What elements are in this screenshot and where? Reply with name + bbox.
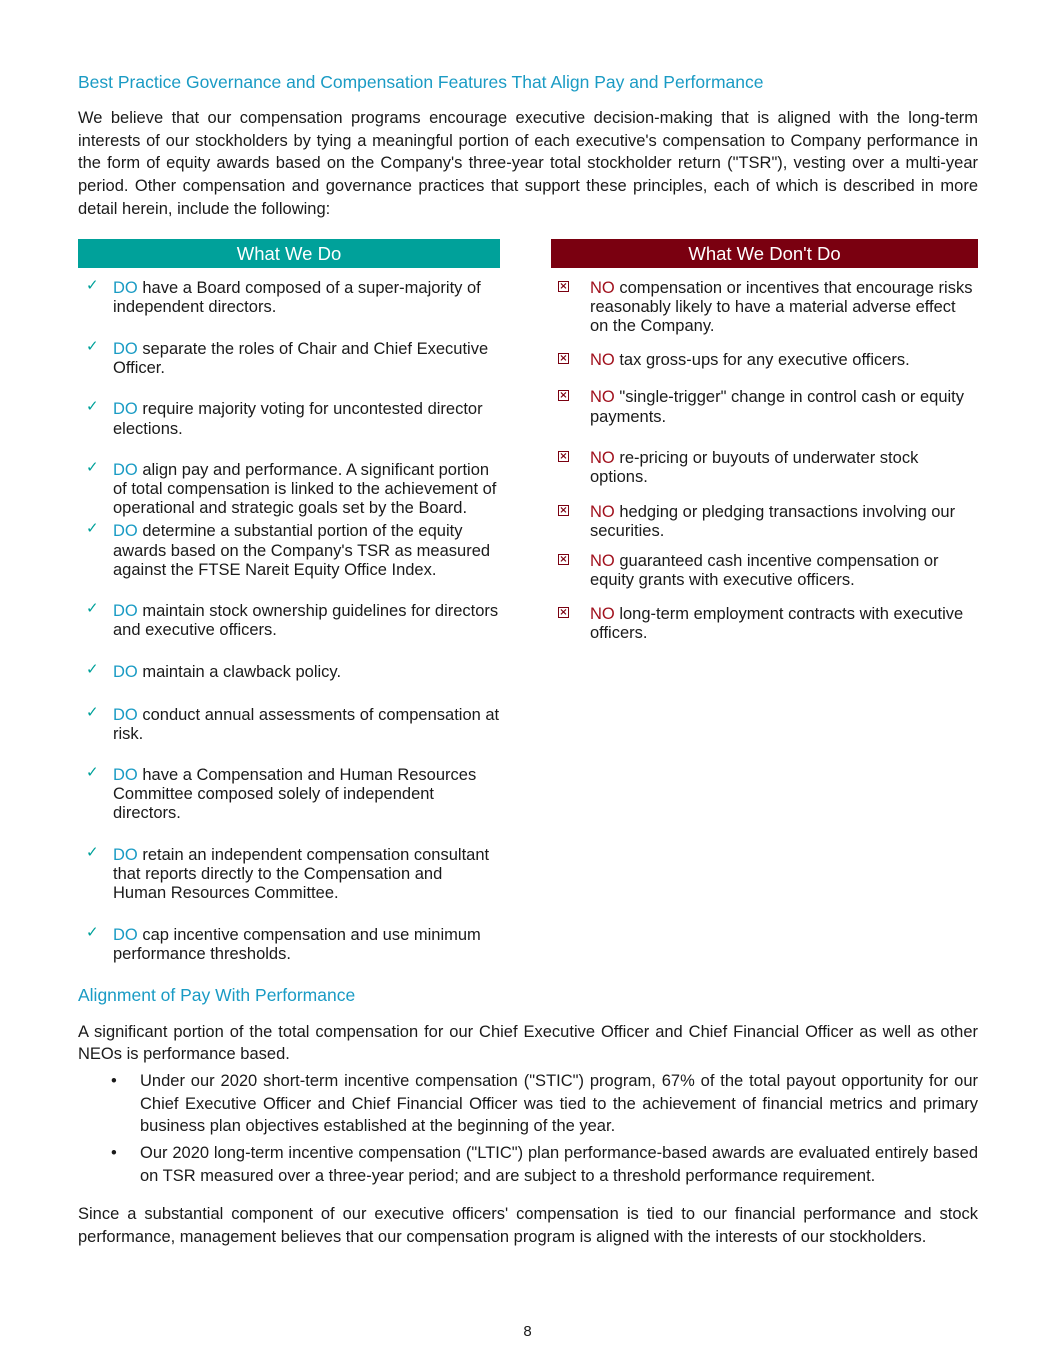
intro-paragraph: We believe that our compensation programs encourage executive decision-making that is aligned with the long-term interests of our stockholders by tying a meaningful portion of each executive's compensation to Company performance in the form of equity awards based on the Company's three-year total stockholder return ("TSR"), vesting over a multi-year period. Other compensation and governance practices that support these principles, each of which is described in more detail herein, include the following:: [78, 109, 978, 218]
bullet-item: [78, 1070, 978, 1138]
what-we-dont-do-column: [551, 239, 978, 644]
dont-item-text: hedging or pledging transactions involving our securities.: [590, 503, 956, 541]
best-practice-heading: Best Practice Governance and Compensation Features That Align Pay and Performance: [78, 72, 764, 92]
do-item: [78, 762, 500, 824]
dont-item: [551, 279, 978, 337]
do-keyword: DO: [113, 663, 138, 682]
do-keyword: DO: [113, 765, 138, 784]
x-box-icon: ×: [559, 606, 568, 618]
alignment-heading: Alignment of Pay With Performance: [78, 984, 356, 1005]
checkmark-icon: ✓: [86, 842, 99, 861]
what-we-do-list: [78, 275, 500, 965]
do-item-text: maintain a clawback policy.: [142, 663, 342, 682]
do-item-text: retain an independent compensation consultant that reports directly to the Compensation and Human Resources Committee.: [113, 845, 490, 902]
bullet-dot: •: [111, 1071, 117, 1090]
do-item-text: align pay and performance. A significant portion of total compensation is linked to the achievement of operational and strategic goals set by the Board.: [113, 460, 497, 518]
do-item: [78, 842, 500, 904]
dont-item: [551, 552, 978, 590]
do-keyword: DO: [113, 601, 138, 620]
do-keyword: DO: [113, 522, 138, 541]
do-item: [78, 397, 500, 438]
what-we-do-column: [78, 239, 500, 965]
dont-item-text: long-term employment contracts with executive officers.: [590, 604, 964, 643]
checkmark-icon: ✓: [86, 275, 99, 294]
do-keyword: DO: [113, 460, 138, 479]
x-box-icon: ×: [559, 553, 568, 565]
do-keyword: DO: [113, 278, 138, 297]
page-number: 8: [523, 1323, 532, 1340]
do-keyword: DO: [113, 705, 138, 724]
page-content: [78, 72, 978, 1249]
do-dont-columns: [78, 239, 978, 979]
closing-paragraph: Since a substantial component of our executive officers' compensation is tied to our financial performance and stock performance, management believes that our compensation program is aligned with the interests of our stockholders.: [78, 1205, 978, 1247]
checkmark-icon: ✓: [86, 397, 99, 416]
do-item-text: require majority voting for uncontested director elections.: [113, 400, 483, 438]
do-item-text: separate the roles of Chair and Chief Executive Officer.: [113, 339, 489, 378]
dont-item: [551, 351, 978, 370]
do-keyword: DO: [113, 926, 138, 945]
do-keyword: DO: [113, 339, 138, 358]
x-box-icon: ×: [559, 280, 568, 292]
dont-item: [551, 388, 978, 426]
no-keyword: NO: [590, 551, 615, 570]
do-item-text: maintain stock ownership guidelines for directors and executive officers.: [113, 601, 499, 640]
do-item-text: have a Board composed of a super-majority of independent directors.: [113, 278, 481, 316]
do-item: [78, 702, 500, 744]
checkmark-icon: ✓: [86, 702, 99, 721]
x-box-icon: ×: [559, 390, 568, 402]
checkmark-icon: ✓: [86, 457, 99, 476]
do-keyword: DO: [113, 400, 138, 419]
bullet-dot: •: [111, 1144, 117, 1163]
checkmark-icon: ✓: [86, 519, 99, 538]
do-item: [78, 519, 500, 580]
no-keyword: NO: [590, 448, 615, 467]
checkmark-icon: ✓: [86, 598, 99, 617]
dont-item-text: re-pricing or buyouts of underwater stock options.: [590, 448, 919, 486]
alignment-bullet-list: [78, 1070, 978, 1188]
checkmark-icon: ✓: [86, 660, 99, 679]
bullet-text: Under our 2020 short-term incentive compensation ("STIC") program, 67% of the total payout opportunity for our Chief Executive Officer and Chief Financial Officer was tied to the achievement of financial metrics and primary business plan objectives established at the beginning of the year.: [140, 1071, 978, 1136]
dont-item-text: guaranteed cash incentive compensation or equity grants with executive officers.: [590, 551, 939, 589]
do-item: [78, 457, 500, 519]
no-keyword: NO: [590, 503, 615, 522]
do-item: [78, 923, 500, 964]
bullet-text: Our 2020 long-term incentive compensation ("LTIC") plan performance-based awards are evaluated entirely based on TSR measured over a three-year period; and are subject to a threshold performance requirement.: [140, 1144, 978, 1185]
checkmark-icon: ✓: [86, 762, 99, 781]
checkmark-icon: ✓: [86, 336, 99, 355]
dont-item-text: compensation or incentives that encourage risks reasonably likely to have a material adverse effect on the Company.: [590, 278, 973, 335]
dont-item: [551, 605, 978, 643]
do-item: [78, 336, 500, 378]
dont-item: [551, 449, 978, 487]
do-item: [78, 275, 500, 317]
do-item-text: determine a substantial portion of the equity awards based on the Company's TSR as measured against the FTSE Nareit Equity Office Index.: [113, 522, 491, 579]
checkmark-icon: ✓: [86, 923, 99, 942]
x-box-icon: ×: [559, 353, 568, 365]
do-item-text: have a Compensation and Human Resources Committee composed solely of independent directors.: [113, 765, 477, 823]
dont-item-text: "single-trigger" change in control cash or equity payments.: [590, 388, 964, 426]
what-we-do-header: What We Do: [78, 239, 500, 268]
no-keyword: NO: [590, 278, 615, 297]
what-we-dont-do-list: [551, 279, 978, 644]
do-item-text: conduct annual assessments of compensation at risk.: [113, 705, 500, 743]
do-keyword: DO: [113, 845, 138, 864]
do-item: [78, 598, 500, 640]
dont-item-text: tax gross-ups for any executive officers.: [619, 351, 910, 370]
x-box-icon: ×: [559, 505, 568, 517]
no-keyword: NO: [590, 351, 615, 370]
bullet-item: [78, 1142, 978, 1187]
do-item: [78, 660, 500, 682]
alignment-paragraph: A significant portion of the total compensation for our Chief Executive Officer and Chief Financial Officer as well as other NEOs is performance based.: [78, 1022, 978, 1064]
no-keyword: NO: [590, 604, 615, 623]
x-box-icon: ×: [559, 450, 568, 462]
dont-item: [551, 503, 978, 541]
no-keyword: NO: [590, 388, 615, 407]
do-item-text: cap incentive compensation and use minimum performance thresholds.: [113, 926, 481, 964]
what-we-dont-do-header: What We Don't Do: [551, 239, 978, 268]
